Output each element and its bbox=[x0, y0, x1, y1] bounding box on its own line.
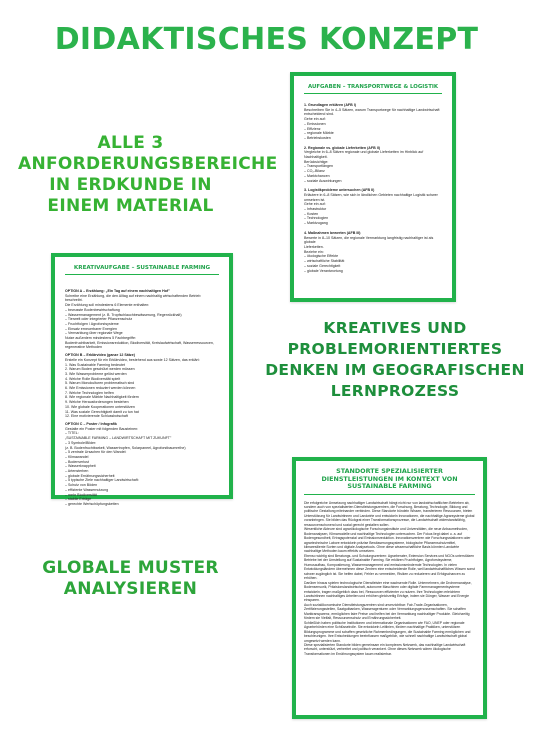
option-line: – Wasserknappheit bbox=[65, 464, 96, 469]
task-line: – wirtschaftliche Stabilität bbox=[304, 259, 345, 264]
option-line: Gestalte ein Poster mit folgenden Bausteinen: bbox=[65, 426, 139, 431]
task-line: Erläutere in 6–8 Sätzen, wie sich in ländlichen Gebieten nachhaltige Logistik schwer bbox=[304, 192, 438, 197]
option-line: Erstelle ein Konzept für ein Erklärvideo, bestehend aus sowie 12 Sätzen, das erklärt: bbox=[65, 357, 200, 362]
worksheet-content bbox=[304, 501, 475, 657]
task-line: Berücksichtige: bbox=[304, 159, 329, 164]
worksheet-title: KREATIVAUFGABE – SUSTAINABLE FARMING bbox=[65, 265, 219, 275]
option-line: 7. Welche Technologien helfen bbox=[65, 390, 114, 395]
task-section bbox=[304, 231, 442, 273]
option-line: 4. Welche Rolle Biodiversität spielt bbox=[65, 376, 121, 381]
paragraph: Diese spezialisierten Standorte bilden gemeinsam ein komplexes Netzwerk, das nachhaltige Landwirtschaft erforscht, unterstützt, verbreitet und politisch verankert. Ohne dieses Netzwerk wären ökologische Transformationen im Ernährungssystem kaum realisierbar. bbox=[304, 643, 466, 656]
task-line: – globale Verantwortung bbox=[304, 268, 343, 273]
task-line: – Technologien bbox=[304, 216, 329, 221]
worksheet-transport-logistics bbox=[290, 72, 456, 302]
task-line: – Marktzugang bbox=[304, 221, 328, 226]
option-section bbox=[65, 422, 219, 507]
option-line: 9. Welche Herausforderungen bestehen bbox=[65, 400, 129, 405]
option-section bbox=[65, 353, 219, 419]
option-line: – gerechte Wertschöpfungsketten bbox=[65, 501, 119, 506]
option-line: Schreibe eine Erzählung, die den Alltag auf einem nachhaltig wirtschaftenden Betrieb beschreibt. bbox=[65, 293, 201, 303]
task-line: Gehe ein auf: bbox=[304, 117, 326, 122]
task-line: Beziehe ein: bbox=[304, 249, 324, 254]
task-line: Gehe ein auf: bbox=[304, 202, 326, 207]
task-line: – Effizienz bbox=[304, 126, 321, 131]
task-line: Nachhaltigkeit. bbox=[304, 155, 328, 160]
option-line: – Klimawandel bbox=[65, 454, 89, 459]
task-line: – regionale Märkte bbox=[304, 131, 334, 136]
task-title: 2. Regionale vs. globale Lieferketten (AFB II) bbox=[304, 145, 380, 150]
task-line: – Kosten bbox=[304, 211, 319, 216]
worksheet-creative-task bbox=[51, 253, 233, 506]
task-line: – Betriebskosten bbox=[304, 135, 331, 140]
option-line: – bewusste Bodenbewirtschaftung bbox=[65, 307, 120, 312]
option-line: Nutze außerdem mindestens 5 Fachbegriffe: bbox=[65, 336, 137, 341]
paragraph: Die erfolgreiche Umsetzung nachhaltiger Landwirtschaft hängt nicht nur von landwirtschaftlichen Betrieben ab, sondern auch von spezialisierten Dienstleistungszentren, die Forschung, Beratung, Technologie, Bildung und politische Gestaltung miteinander verbinden. Diese Standorte bündeln Wissen, transferieren Ressourcen, bieten Unterstützung für Landwirtinnen und Landwirte und entwickeln Innovationen, die nachhaltige Agrarsysteme global voranbringen. Sie bilden das Rückgrat einer Transformationsprozesse, die Landwirtschaft widerstandsfähig, ressourcenschonend und sozial gerecht gestalten sollen. bbox=[304, 500, 475, 527]
task-line: Beschreiben Sie in 4–5 Sätzen, warum Transportwege für nachhaltige Landwirtschaft bbox=[304, 107, 440, 112]
option-line: – Schutz von Böden bbox=[65, 483, 98, 488]
bottom-left-heading: GLOBALE MUSTER ANALYSIEREN bbox=[42, 558, 219, 599]
option-title: OPTION B – Erklärvideo (ganze 12 Sätze) bbox=[65, 353, 135, 358]
option-line: regenerative Methoden bbox=[65, 345, 102, 350]
task-section bbox=[304, 188, 442, 226]
task-line: – Infrastruktur bbox=[304, 207, 327, 212]
task-line: umsetzen ist. bbox=[304, 197, 326, 202]
option-section bbox=[65, 289, 219, 350]
task-line: Bewerte in 8–10 Sätzen, die regionale Vermarktung langfristig nachhaltiger ist als globale bbox=[304, 235, 434, 245]
option-line: – 5 zentrale Ursachen für den Wandel: bbox=[65, 450, 127, 455]
option-line: 1. Was Sustainable Farming bedeutet bbox=[65, 362, 125, 367]
option-line: 5. Warum Monokulturen problematisch sind bbox=[65, 381, 135, 386]
task-section bbox=[304, 146, 442, 184]
option-line: (z. B. Bodenfruchtbarkeit, Wassertropfen, Solarpaneel, Agroforstbaumreihe) bbox=[65, 445, 186, 450]
task-line: – Emissionen bbox=[304, 121, 326, 126]
option-line: 8. Wie regionale Märkte Nachhaltigkeit fördern bbox=[65, 395, 139, 400]
option-line: – Artensterben bbox=[65, 469, 89, 474]
option-line: „SUSTAINABLE FARMING – LANDWIRTSCHAFT MIT ZUKUNFT" bbox=[65, 436, 172, 441]
task-title: 1. Grundlagen erklären (AFB I) bbox=[304, 103, 356, 107]
option-line: 12. Eine motivierende Schlussbotschaft bbox=[65, 414, 128, 419]
option-line: – Wassermanagement (z. B. Tropfschlauchbewässerung, Regenrückhalt) bbox=[65, 312, 182, 317]
option-line: – effiziente Wassernutzung bbox=[65, 487, 109, 492]
task-line: – soziale Auswirkungen bbox=[304, 178, 342, 183]
option-line: Die Erzählung soll mindestens 6 Elemente enthalten: bbox=[65, 303, 150, 308]
option-title: OPTION C – Poster / Infografik bbox=[65, 421, 117, 426]
paragraph: Schließlich haben politische Institutionen und internationale Organisationen wie FAO, UNEP oder regionale Agrarbehörden eine Schlüsselrolle. Sie entwickeln Leitlinien, fördern nachhaltige Praktiken, unterstützen Bildungsprogramme und schaffen gesetzliche Rahmenbedingungen, die Sustainable Farming ermöglichen und beschleunigen. Ihre Entscheidungen beeinflussen maßgeblich, wie schnell nachhaltige Landwirtschaft global umgesetzt werden kann. bbox=[304, 620, 471, 643]
worksheet-title: AUFGABEN – TRANSPORTWEGE & LOGISTIK bbox=[304, 84, 442, 94]
task-line: – Transportlängen bbox=[304, 164, 333, 169]
option-line: – stabile Erträge bbox=[65, 497, 92, 502]
option-line: – 3 Symbole/Bilder: bbox=[65, 440, 97, 445]
right-heading: KREATIVES UND PROBLEMORIENTIERTES DENKEN IM GEOGRAFISCHEN LERNPROZESS bbox=[265, 319, 525, 400]
option-line: – globale Ernährungssicherheit bbox=[65, 473, 115, 478]
option-line: – Fruchtfolgen / Agroforstsysteme bbox=[65, 321, 119, 326]
task-line: – soziale Gerechtigkeit bbox=[304, 263, 341, 268]
task-line: – ökologische Effekte bbox=[304, 254, 339, 259]
option-line: 10. Wie globale Kooperationen unterstützen bbox=[65, 404, 135, 409]
worksheet-content bbox=[65, 289, 219, 507]
option-line: 2. Warum Boden geschützt werden müssen bbox=[65, 367, 135, 372]
task-line: Vergleiche in 6–8 Sätzen regionale und globale Lieferketten im Hinblick auf bbox=[304, 150, 424, 155]
option-line: Bodenfruchtbarkeit, Emissionsreduktion, Biodiversität, Kreislaufwirtschaft, Wasserressourcen, bbox=[65, 340, 214, 345]
task-title: 4. Maßnahmen bewerten (AFB III) bbox=[304, 230, 361, 235]
option-line: – mehr Biodiversität bbox=[65, 492, 97, 497]
worksheet-content bbox=[304, 103, 442, 273]
task-line: – CO₂-Bilanz bbox=[304, 169, 325, 174]
option-line: – Einsatz erneuerbarer Energien bbox=[65, 326, 117, 331]
option-title: OPTION A – Erzählung: „Ein Tag auf einem nachhaltigen Hof" bbox=[65, 289, 170, 293]
worksheet-title: STANDORTE SPEZIALISIERTER DIENSTLEISTUNGEN IM KONTEXT VON SUSTAINABLE FARMING bbox=[304, 468, 475, 495]
option-line: – Bodenverlust bbox=[65, 459, 89, 464]
option-line: – 5 typische Ziele nachhaltiger Landwirtschaft: bbox=[65, 478, 139, 483]
option-line: – Vermarktung über regionale Wege bbox=[65, 331, 123, 336]
paragraph: Wesentliche Akteure sind agrarökologische Forschungsinstitute und Universitäten, die neue Anbaumethoden, Bodenanalysen, Klimamodelle und nachhaltige Technologien untersuchen. Der Fokus liegt dabei u. a. auf Bodengesundheit, Ertragspotenzial und Emissionsreduktion. Innovationszentren wie Forschungsstationen oder agrartechnische Labore entwickeln präzise Bewässerungssysteme, biologische Pflanzenschutzmittel, klimaresiliente Sorten und digitale Analysetools. Ohne diese wissenschaftliche Basis könnten Landwirte nachhaltige Methoden kaum effektiv umsetzen. bbox=[304, 527, 471, 554]
worksheet-service-locations bbox=[292, 457, 487, 719]
left-heading: ALLE 3 ANFORDERUNGSBEREICHE IN ERDKUNDE IN EINEM MATERIAL bbox=[18, 133, 278, 216]
option-line: – Tierwelt oder integrierter Pflanzenschutz bbox=[65, 317, 133, 322]
task-line: – Marktchancen bbox=[304, 173, 330, 178]
option-line: 6. Wie Emissionen reduziert werden können bbox=[65, 386, 136, 391]
task-line: entscheidend sind. bbox=[304, 112, 334, 117]
option-line: – TITEL: bbox=[65, 431, 79, 436]
paragraph: Darüber hinaus spielen technologische Dienstleister eine wachsende Rolle. Unternehmen, die Drohnenanalyse, Bodensensorik, Präzisionslandwirtschaft, autonome Maschinen oder digitale Farmmanagementsysteme entwickeln, tragen maßgeblich dazu bei, Ressourcen effizienter zu nutzen. Ihre Technologien erleichtern Landwirtinnen nachhaltiges Arbeiten und erhöhen gleichzeitig Erträge, indem sie Dünger, Wasser und Energie einsparen. bbox=[304, 580, 472, 603]
task-title: 3. Logistikprobleme untersuchen (AFB II) bbox=[304, 188, 375, 193]
option-line: 11. Was soziale Gerechtigkeit damit zu tun hat bbox=[65, 409, 139, 414]
page-title: DIDAKTISCHES KONZEPT bbox=[54, 22, 479, 57]
paragraph: Auch sozialökonomische Dienstleistungszentren sind unverzichtbar: Fair-Trade-Organisationen, Zertifizierungsstellen, Saatgutbanken, Wasseragenturen oder Vermarktungsgenossenschaften. Sie schaffen Marktransparenz, ermöglichen faire Preise und helfen bei der Vermarktung nachhaltiger Produkte. Gleichzeitig fördern sie Vielfalt, Ressourcenschutz und Ernährungssicherheit. bbox=[304, 602, 470, 621]
task-section bbox=[304, 103, 442, 141]
option-line: 3. Wie Wasserprobleme gelöst werden bbox=[65, 371, 127, 376]
paragraph: Ebenso wichtig sind Beratungs- und Schulungszentren: Agrarberater, Extension Services und NGOs unterstützen Betriebe bei der Umstellung auf Sustainable Farming. Sie erklären Fruchtfolgen, Agroforstsysteme, Humusaufbau, Kompostierung, Wassermanagement und emissionsmindernde Technologien. In vielen Entwicklungsländern übernehmen diese Zentren eine entscheidende Rolle, weil landwirtschaftliches Wissen sonst schwer zugänglich ist. Sie helfen dabei, Fehler zu vermeiden, Risiken zu reduzieren und Erfolgschancen zu erhöhen. bbox=[304, 553, 475, 581]
task-line: Lieferketten. bbox=[304, 244, 324, 249]
